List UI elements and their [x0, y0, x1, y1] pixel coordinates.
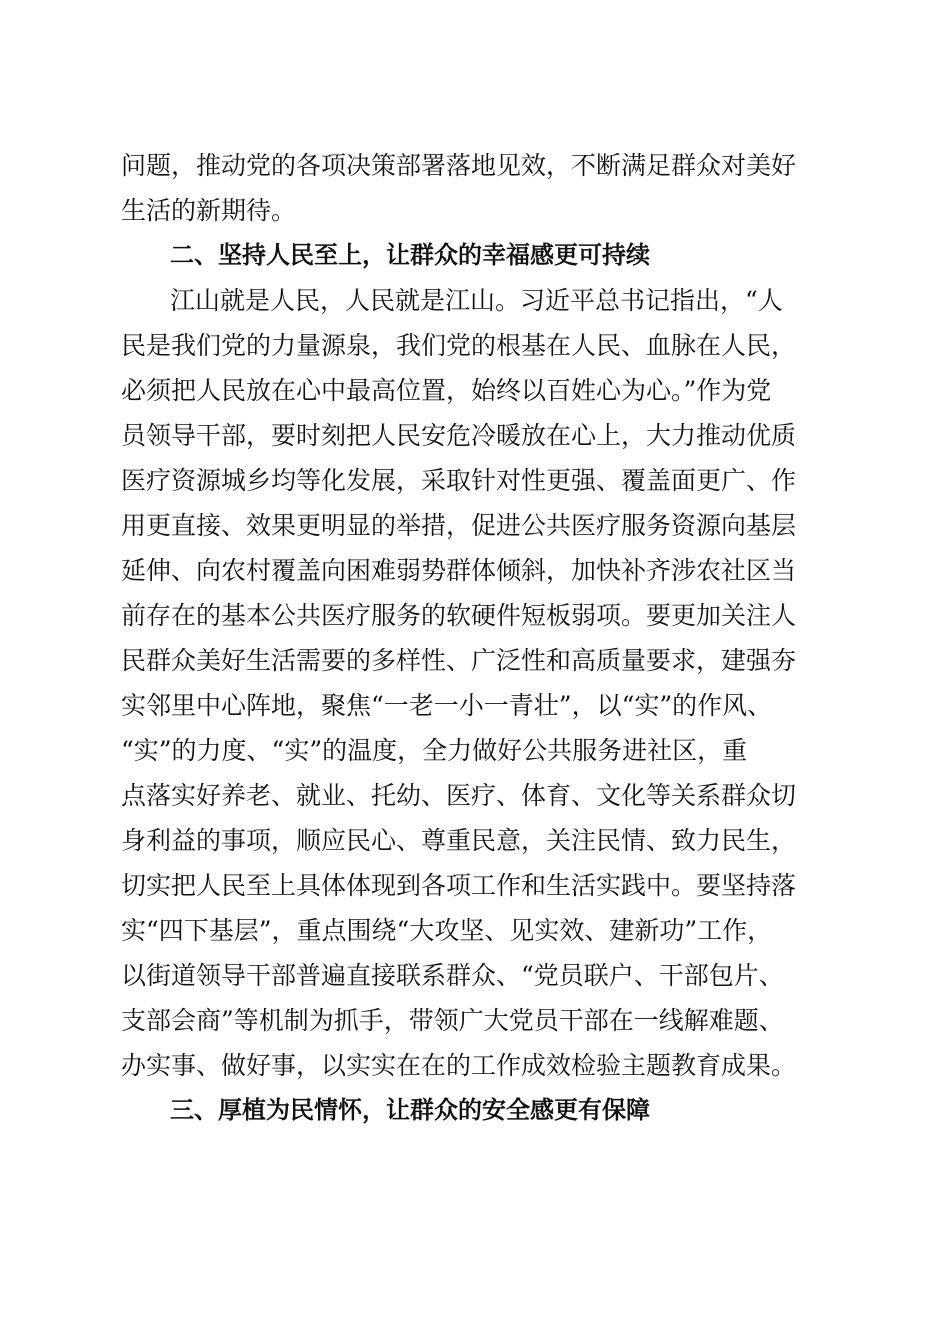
body-line-18: 以街道领导干部普遍直接联系群众、“党员联户、干部包片、 — [121, 961, 784, 990]
body-line-7: 医疗资源城乡均等化发展，采取针对性更强、覆盖面更广、作 — [121, 466, 797, 495]
section-heading-3: 三、厚植为民情怀，让群众的安全感更有保障 — [170, 1096, 650, 1124]
body-line-5: 必须把人民放在心中最高位置，始终以百姓心为心。”作为党 — [121, 376, 772, 405]
body-line-12: 实邻里中心阵地，聚焦“一老一小一青壮”，以“实”的作风、 — [121, 691, 773, 720]
section-heading-2: 二、坚持人民至上，让群众的幸福感更可持续 — [170, 241, 650, 269]
body-line-2: 生活的新期待。 — [121, 196, 297, 225]
body-line-17: 实“四下基层”，重点围绕“大攻坚、见实效、建新功”工作， — [121, 916, 773, 945]
body-line-19: 支部会商”等机制为抓手，带领广大党员干部在一线解难题、 — [121, 1006, 784, 1035]
body-line-11: 民群众美好生活需要的多样性、广泛性和高质量要求，建强夯 — [121, 646, 797, 675]
body-line-1: 问题，推动党的各项决策部署落地见效，不断满足群众对美好 — [121, 151, 797, 180]
body-line-9: 延伸、向农村覆盖向困难弱势群体倾斜，加快补齐涉农社区当 — [121, 556, 797, 585]
body-line-15: 身利益的事项，顺应民心、尊重民意，关注民情、致力民生， — [121, 826, 797, 855]
body-line-16: 切实把人民至上具体体现到各项工作和生活实践中。要坚持落 — [121, 871, 797, 900]
body-line-6: 员领导干部，要时刻把人民安危冷暖放在心上，大力推动优质 — [121, 421, 797, 450]
body-line-4: 民是我们党的力量源泉，我们党的根基在人民、血脉在人民， — [121, 331, 797, 360]
body-line-8: 用更直接、效果更明显的举措，促进公共医疗服务资源向基层 — [121, 511, 797, 540]
body-line-13: “实”的力度、“实”的温度，全力做好公共服务进社区，重 — [121, 736, 748, 765]
body-line-10: 前存在的基本公共医疗服务的软硬件短板弱项。要更加关注人 — [121, 601, 797, 630]
body-line-3: 江山就是人民，人民就是江山。习近平总书记指出，“人 — [170, 286, 783, 315]
body-line-20: 办实事、做好事，以实实在在的工作成效检验主题教育成果。 — [121, 1051, 797, 1080]
body-line-14: 点落实好养老、就业、托幼、医疗、体育、文化等关系群众切 — [121, 781, 797, 810]
